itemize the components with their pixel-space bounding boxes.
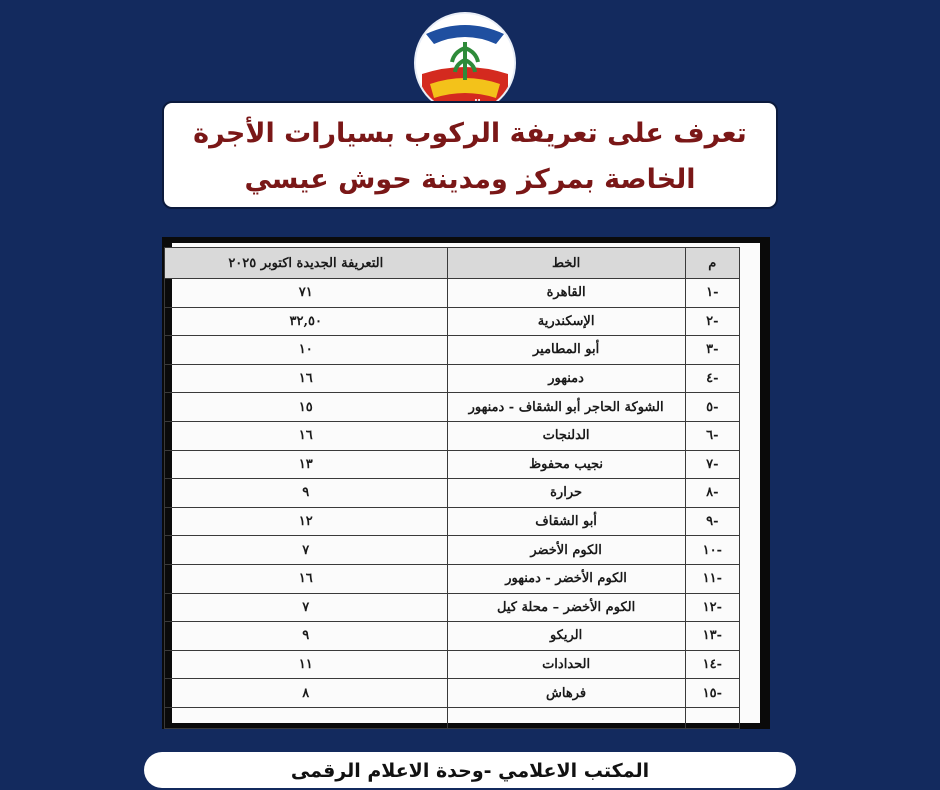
row-line: فرهاش: [447, 679, 685, 708]
row-fare: ١٦: [165, 364, 448, 393]
fare-table-body: [165, 279, 740, 729]
row-line: الحدادات: [447, 650, 685, 679]
table-row: [165, 564, 740, 593]
row-fare: ٨: [165, 679, 448, 708]
row-fare: ٣٢,٥٠: [165, 307, 448, 336]
row-number: -٩: [685, 507, 739, 536]
logo-emblem-icon: [416, 14, 514, 112]
row-line: أبو المطامير: [447, 336, 685, 365]
table-row: [165, 536, 740, 565]
row-number: -٢: [685, 307, 739, 336]
table-row: [165, 450, 740, 479]
row-line: الكوم الأخضر - دمنهور: [447, 564, 685, 593]
table-row: [165, 650, 740, 679]
row-number: -١٢: [685, 593, 739, 622]
table-row: [165, 507, 740, 536]
empty-cell: [165, 707, 448, 728]
empty-cell: [685, 707, 739, 728]
row-fare: ١٣: [165, 450, 448, 479]
table-header-row: [165, 248, 740, 279]
row-number: -١٣: [685, 622, 739, 651]
row-number: -١١: [685, 564, 739, 593]
table-row: [165, 593, 740, 622]
title-box: [162, 101, 778, 209]
row-fare: ١٠: [165, 336, 448, 365]
header-fare: التعريفة الجديدة اكتوبر ٢٠٢٥: [165, 248, 448, 279]
document-paper: [172, 243, 760, 723]
row-fare: ١٥: [165, 393, 448, 422]
table-row: [165, 421, 740, 450]
table-row: [165, 479, 740, 508]
page-title-line-2: الخاصة بمركز ومدينة حوش عيسي: [244, 164, 696, 195]
row-line: حرارة: [447, 479, 685, 508]
row-line: الشوكة الحاجر أبو الشقاف - دمنهور: [447, 393, 685, 422]
row-fare: ١٦: [165, 421, 448, 450]
table-row: [165, 336, 740, 365]
header-line: الخط: [447, 248, 685, 279]
scanned-document: [162, 237, 770, 729]
row-number: -١٥: [685, 679, 739, 708]
row-number: -١٤: [685, 650, 739, 679]
fare-table: [164, 247, 740, 729]
row-line: الدلنجات: [447, 421, 685, 450]
table-row: [165, 279, 740, 308]
table-row: [165, 679, 740, 708]
table-row: [165, 307, 740, 336]
row-number: -١: [685, 279, 739, 308]
row-fare: ١١: [165, 650, 448, 679]
header-num: م: [685, 248, 739, 279]
row-number: -٥: [685, 393, 739, 422]
row-line: دمنهور: [447, 364, 685, 393]
row-number: -٧: [685, 450, 739, 479]
empty-cell: [447, 707, 685, 728]
page-title-line-1: تعرف على تعريفة الركوب بسيارات الأجرة: [193, 118, 747, 149]
row-line: القاهرة: [447, 279, 685, 308]
table-row: [165, 622, 740, 651]
table-row: [165, 364, 740, 393]
row-fare: ١٢: [165, 507, 448, 536]
row-number: -٦: [685, 421, 739, 450]
row-line: الكوم الأخضر: [447, 536, 685, 565]
row-line: أبو الشقاف: [447, 507, 685, 536]
row-fare: ٧: [165, 593, 448, 622]
table-empty-row: [165, 707, 740, 728]
row-number: -٤: [685, 364, 739, 393]
row-fare: ٧: [165, 536, 448, 565]
row-line: الكوم الأخضر – محلة كيل: [447, 593, 685, 622]
row-line: الريكو: [447, 622, 685, 651]
row-number: -٣: [685, 336, 739, 365]
row-fare: ١٦: [165, 564, 448, 593]
row-line: نجيب محفوظ: [447, 450, 685, 479]
governorate-logo: [416, 14, 514, 112]
row-number: -١٠: [685, 536, 739, 565]
row-number: -٨: [685, 479, 739, 508]
row-line: الإسكندرية: [447, 307, 685, 336]
footer-banner: المكتب الاعلامي -وحدة الاعلام الرقمى: [144, 752, 796, 788]
row-fare: ٧١: [165, 279, 448, 308]
row-fare: ٩: [165, 622, 448, 651]
table-row: [165, 393, 740, 422]
row-fare: ٩: [165, 479, 448, 508]
